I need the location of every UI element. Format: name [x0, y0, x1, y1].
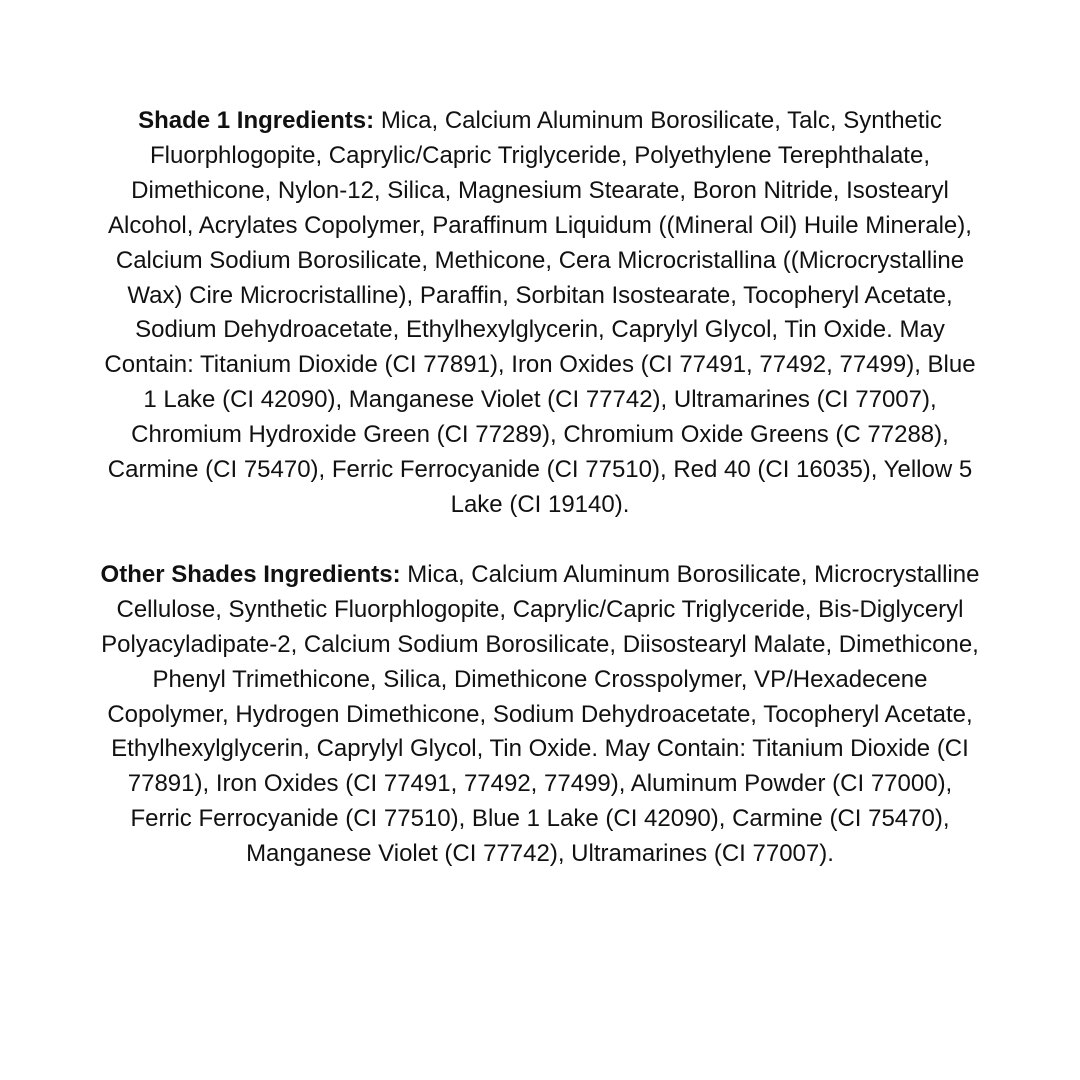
shade-1-label: Shade 1 Ingredients: — [138, 107, 375, 134]
shade-1-ingredients — [100, 104, 980, 523]
other-shades-text: Mica, Calcium Aluminum Borosilicate, Microcrystalline Cellulose, Synthetic Fluorphlogopite, Caprylic/Capric Triglyceride, Bis-Diglyceryl Polyacyladipate-2, Calcium Sodium Borosilicate, Diisostearyl Malate, Dimethicone, Phenyl Trimethicone, Silica, Dimethicone Crosspolymer, VP/Hexadecene Copolymer, Hydrogen Dimethicone, Sodium Dehydroacetate, Tocopheryl Acetate, Ethylhexylglycerin, Caprylyl Glycol, Tin Oxide. May Contain: Titanium Dioxide (CI 77891), Iron Oxides (CI 77491, 77492, 77499), Aluminum Powder (CI 77000), Ferric Ferrocyanide (CI 77510), Blue 1 Lake (CI 42090), Carmine (CI 75470), Manganese Violet (CI 77742), Ultramarines (CI 77007). — [101, 560, 980, 868]
other-shades-ingredients — [100, 558, 980, 872]
other-shades-label: Other Shades Ingredients: — [100, 560, 401, 588]
ingredients-document — [100, 104, 980, 872]
shade-1-text: Mica, Calcium Aluminum Borosilicate, Talc, Synthetic Fluorphlogopite, Caprylic/Capric Triglyceride, Polyethylene Terephthalate, Dimethicone, Nylon-12, Silica, Magnesium Stearate, Boron Nitride, Isostearyl Alcohol, Acrylates Copolymer, Paraffinum Liquidum ((Mineral Oil) Huile Minerale), Calcium Sodium Borosilicate, Methicone, Cera Microcristallina ((Microcrystalline Wax) Cire Microcristalline), Paraffin, Sorbitan Isostearate, Tocopheryl Acetate, Sodium Dehydroacetate, Ethylhexylglycerin, Caprylyl Glycol, Tin Oxide. May Contain: Titanium Dioxide (CI 77891), Iron Oxides (CI 77491, 77492, 77499), Blue 1 Lake (CI 42090), Manganese Violet (CI 77742), Ultramarines (CI 77007), Chromium Hydroxide Green (CI 77289), Chromium Oxide Greens (C 77288), Carmine (CI 75470), Ferric Ferrocyanide (CI 77510), Red 40 (CI 16035), Yellow 5 Lake (CI 19140). — [104, 107, 976, 518]
